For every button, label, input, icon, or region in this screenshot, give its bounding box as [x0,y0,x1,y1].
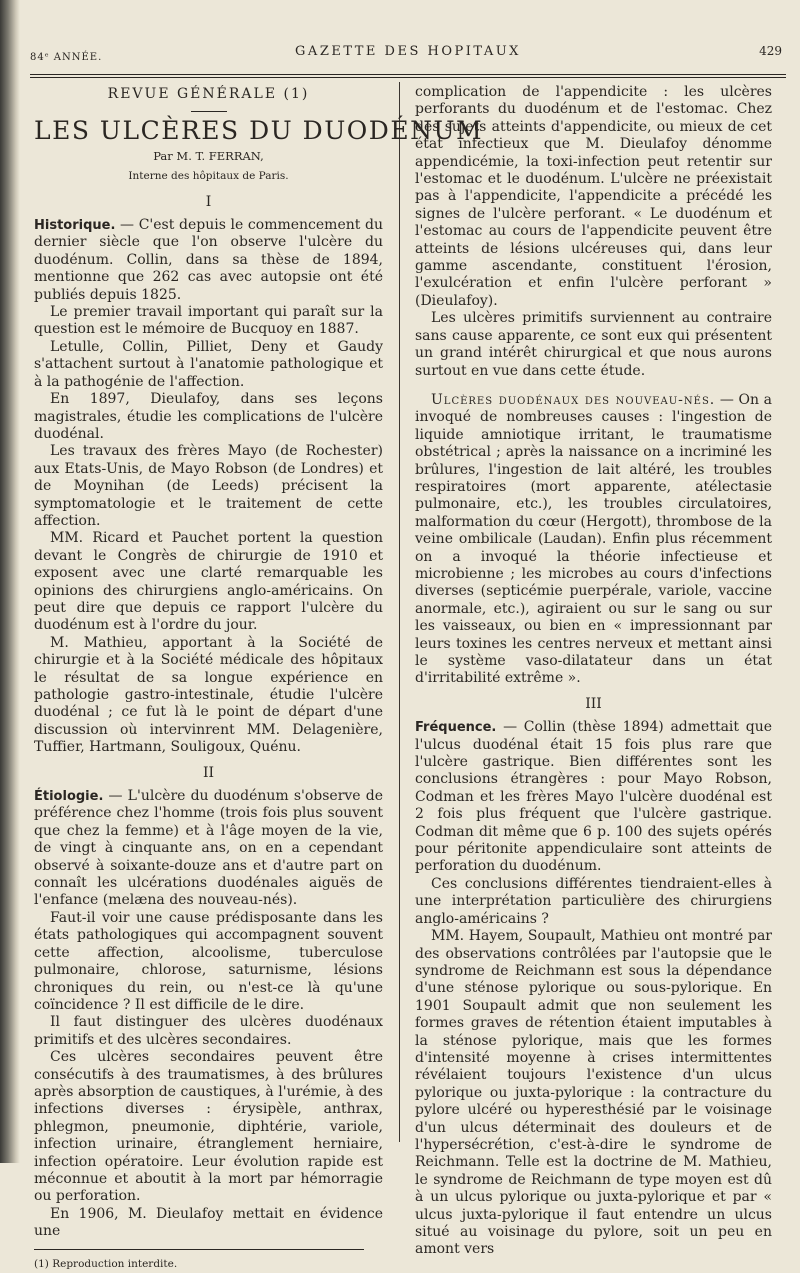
running-header [30,40,786,62]
byline: Par M. T. FERRAN, [153,148,264,163]
paragraph: Les ulcères primitifs surviennent au contraire sans cause apparente, ce sont eux qui présentent un grand intérêt chirurgical et que nous aurons surtout en vue dans cette étude. [415,310,772,379]
paragraph: Les travaux des frères Mayo (de Rochester) aux Etats-Unis, de Mayo Robson (de Londres) et de Moynihan (de Leeds) précisent la symptomatologie et le traitement de cette affection. [34,443,383,529]
section-heading-etiologie: Étiologie. [34,789,104,805]
right-column [415,84,772,1259]
subheading-nouveau-nes: Ulcères duodénaux des nouveau-nés. [431,391,716,408]
section-number-3: III [585,695,602,712]
year-label: 84ᵉ ANNÉE. [30,52,103,63]
rubric-rule [191,111,227,112]
column-divider [399,82,400,1142]
spacer [415,380,772,392]
paragraph: Le premier travail important qui paraît sur la question est le mémoire de Bucquoy en 1887. [34,304,383,338]
section-heading-historique: Historique. [34,218,116,234]
footnote: (1) Reproduction interdite. [34,1257,178,1270]
paragraph: complication de l'appendicite : les ulcères perforants du duodénum et de l'estomac. Chez des sujets atteints d'appendicite, ou mieux de cet état infectieux que M. Dieulafoy dénomme appendicémie, la toxi-infection peut retentir sur l'estomac et le duodénum. L'ulcère ne préexistait pas à l'appendicite, l'appendicite a précédé les signes de l'ulcère perforant. « Le duodénum et l'estomac au cours de l'appendicite peuvent être atteints de lésions ulcéreuses qui, dans leur gamme ascendante, constituent l'érosion, l'exulcération et enfin l'ulcère perforant » (Dieulafoy). [415,84,772,309]
newspaper-page [22,0,800,1270]
paragraph: En 1897, Dieulafoy, dans ses leçons magistrales, étudie les complications de l'ulcère duodénal. [34,391,383,442]
paragraph: MM. Hayem, Soupault, Mathieu ont montré par des observations contrôlées par l'autopsie que le syndrome de Reichmann est sous la dépendance d'une sténose pylorique ou sous-pylorique. En 1901 Soupault admit que non seulement les formes graves de rétention étaient imputables à la sténose pylorique, mais que les formes d'intensité moyenne à crises intermittentes révélaient toujours l'existence d'un ulcus pylorique ou juxta-pylorique : la contracture du pylore ulcéré ou hyperesthésié par le voisinage d'un ulcus déterminait des douleurs et de l'hypersécrétion, c'est-à-dire le syndrome de Reichmann. Telle est la doctrine de M. Mathieu, le syndrome de Reichmann de type moyen est dû à un ulcus pylorique ou juxta-pylorique et par « ulcus juxta-pylorique il faut entendre un ulcus situé au voisinage du pylore, soit un peu en amont vers [415,928,772,1258]
paragraph-text: — Collin (thèse 1894) admettait que l'ulcus duodénal était 15 fois plus rare que l'ulcère gastrique. Bien différentes sont les conclusions étrangères : pour Mayo Robson, Codman et les frères Mayo l'ulcère duodénal est 2 fois plus fréquent que l'ulcère gastrique. Codman dit même que 6 p. 100 des sujets opérés pour péritonite appendiculaire sont atteints de perforation du duodénum. [415,719,772,875]
header-rule-double [30,77,786,78]
paragraph [415,392,772,688]
section-heading-frequence: Fréquence. [415,720,497,736]
section-rubric: REVUE GÉNÉRALE (1) [107,86,310,102]
section-number-2: II [202,764,215,781]
paragraph-text: — L'ulcère du duodénum s'observe de préférence chez l'homme (trois fois plus souvent que chez la femme) et à l'âge moyen de la vie, de vingt à cinquante ans, on en a cependant observé à soixante-douze ans et d'autre part on connaît les ulcérations duodénales aiguës de l'enfance (melæna des nouveau-nés). [34,788,383,909]
paragraph: Il faut distinguer des ulcères duodénaux primitifs et des ulcères secondaires. [34,1014,383,1048]
paragraph [34,788,383,910]
paragraph [34,217,383,304]
paragraph: Letulle, Collin, Pilliet, Deny et Gaudy s'attachent surtout à l'anatomie pathologique et à la pathogénie de l'affection. [34,338,383,390]
footnote-rule [34,1249,364,1250]
section-number-1: I [205,193,212,210]
paragraph: M. Mathieu, apportant à la Société de chirurgie et à la Société médicale des hôpitaux le résultat de sa longue expérience en pathologie gastro-intestinale, étudie l'ulcère duodénal ; ce fut là le point de départ d'une discussion où intervinrent MM. Delagenière, Tuffier, Hartmann, Souligoux, Quénu. [34,634,383,756]
author-affiliation: Interne des hôpitaux de Paris. [128,170,289,183]
page-edge-shadow [0,0,20,1163]
header-rule [30,74,786,75]
paragraph-text: — On a invoqué de nombreuses causes : l'ingestion de liquide amniotique irritant, le traumatisme obstétrical ; après la naissance on a incriminé les brûlures, l'ingestion de lait altéré, les troubles respiratoires (mort apparente, atélectasie pulmonaire, etc.), les troubles circulatoires, malformation du cœur (Hergott), thrombose de la veine ombilicale (Laudan). Enfin plus récemment on a invoqué la théorie infectieuse et microbienne ; les microbes au cours d'infections diverses (septicémie puerpérale, variole, vaccine anormale, etc.), agiraient ou sur le sang ou sur les vaisseaux, ou bien en « impressionnant par leurs toxines les centres nerveux et mettant ainsi le système vaso-dilatateur dans un état d'irritabilité extrême ». [415,391,772,687]
paragraph: Faut-il voir une cause prédisposante dans les états pathologiques qui accompagnent souvent cette affection, alcoolisme, tuberculose pulmonaire, chlorose, saturnisme, lésions chroniques du rein, ou n'est-ce là qu'une coïncidence ? Il est difficile de le dire. [34,909,383,1013]
paragraph: En 1906, M. Dieulafoy mettait en évidence une [34,1205,383,1240]
article-title: LES ULCÈRES DU DUODÉNUM [34,116,484,146]
paragraph: MM. Ricard et Pauchet portent la question devant le Congrès de chirurgie de 1910 et exposent avec une clarté remarquable les opinions des chirurgiens anglo-américains. On peut dire que depuis ce rapport l'ulcère du duodénum est à l'ordre du jour. [34,530,383,634]
paragraph [415,719,772,876]
paragraph: Ces conclusions différentes tiendraient-elles à une interprétation particulière des chirurgiens anglo-américains ? [415,875,772,927]
page-number: 429 [759,44,782,58]
paragraph: Ces ulcères secondaires peuvent être consécutifs à des traumatismes, à des brûlures après absorption de caustiques, à l'urémie, à des infections diverses : érysipèle, anthrax, phlegmon, pneumonie, diphtérie, variole, infection urinaire, étranglement herniaire, infection opératoire. Leur évolution rapide est méconnue et aboutit à la mort par hémorragie ou perforation. [34,1049,383,1205]
paragraph-text: — C'est depuis le commencement du dernier siècle que l'on observe l'ulcère du duodénum. Collin, dans sa thèse de 1894, mentionne que 262 cas avec autopsie ont été publiés depuis 1825. [34,217,383,303]
journal-title: GAZETTE DES HOPITAUX [295,44,521,59]
